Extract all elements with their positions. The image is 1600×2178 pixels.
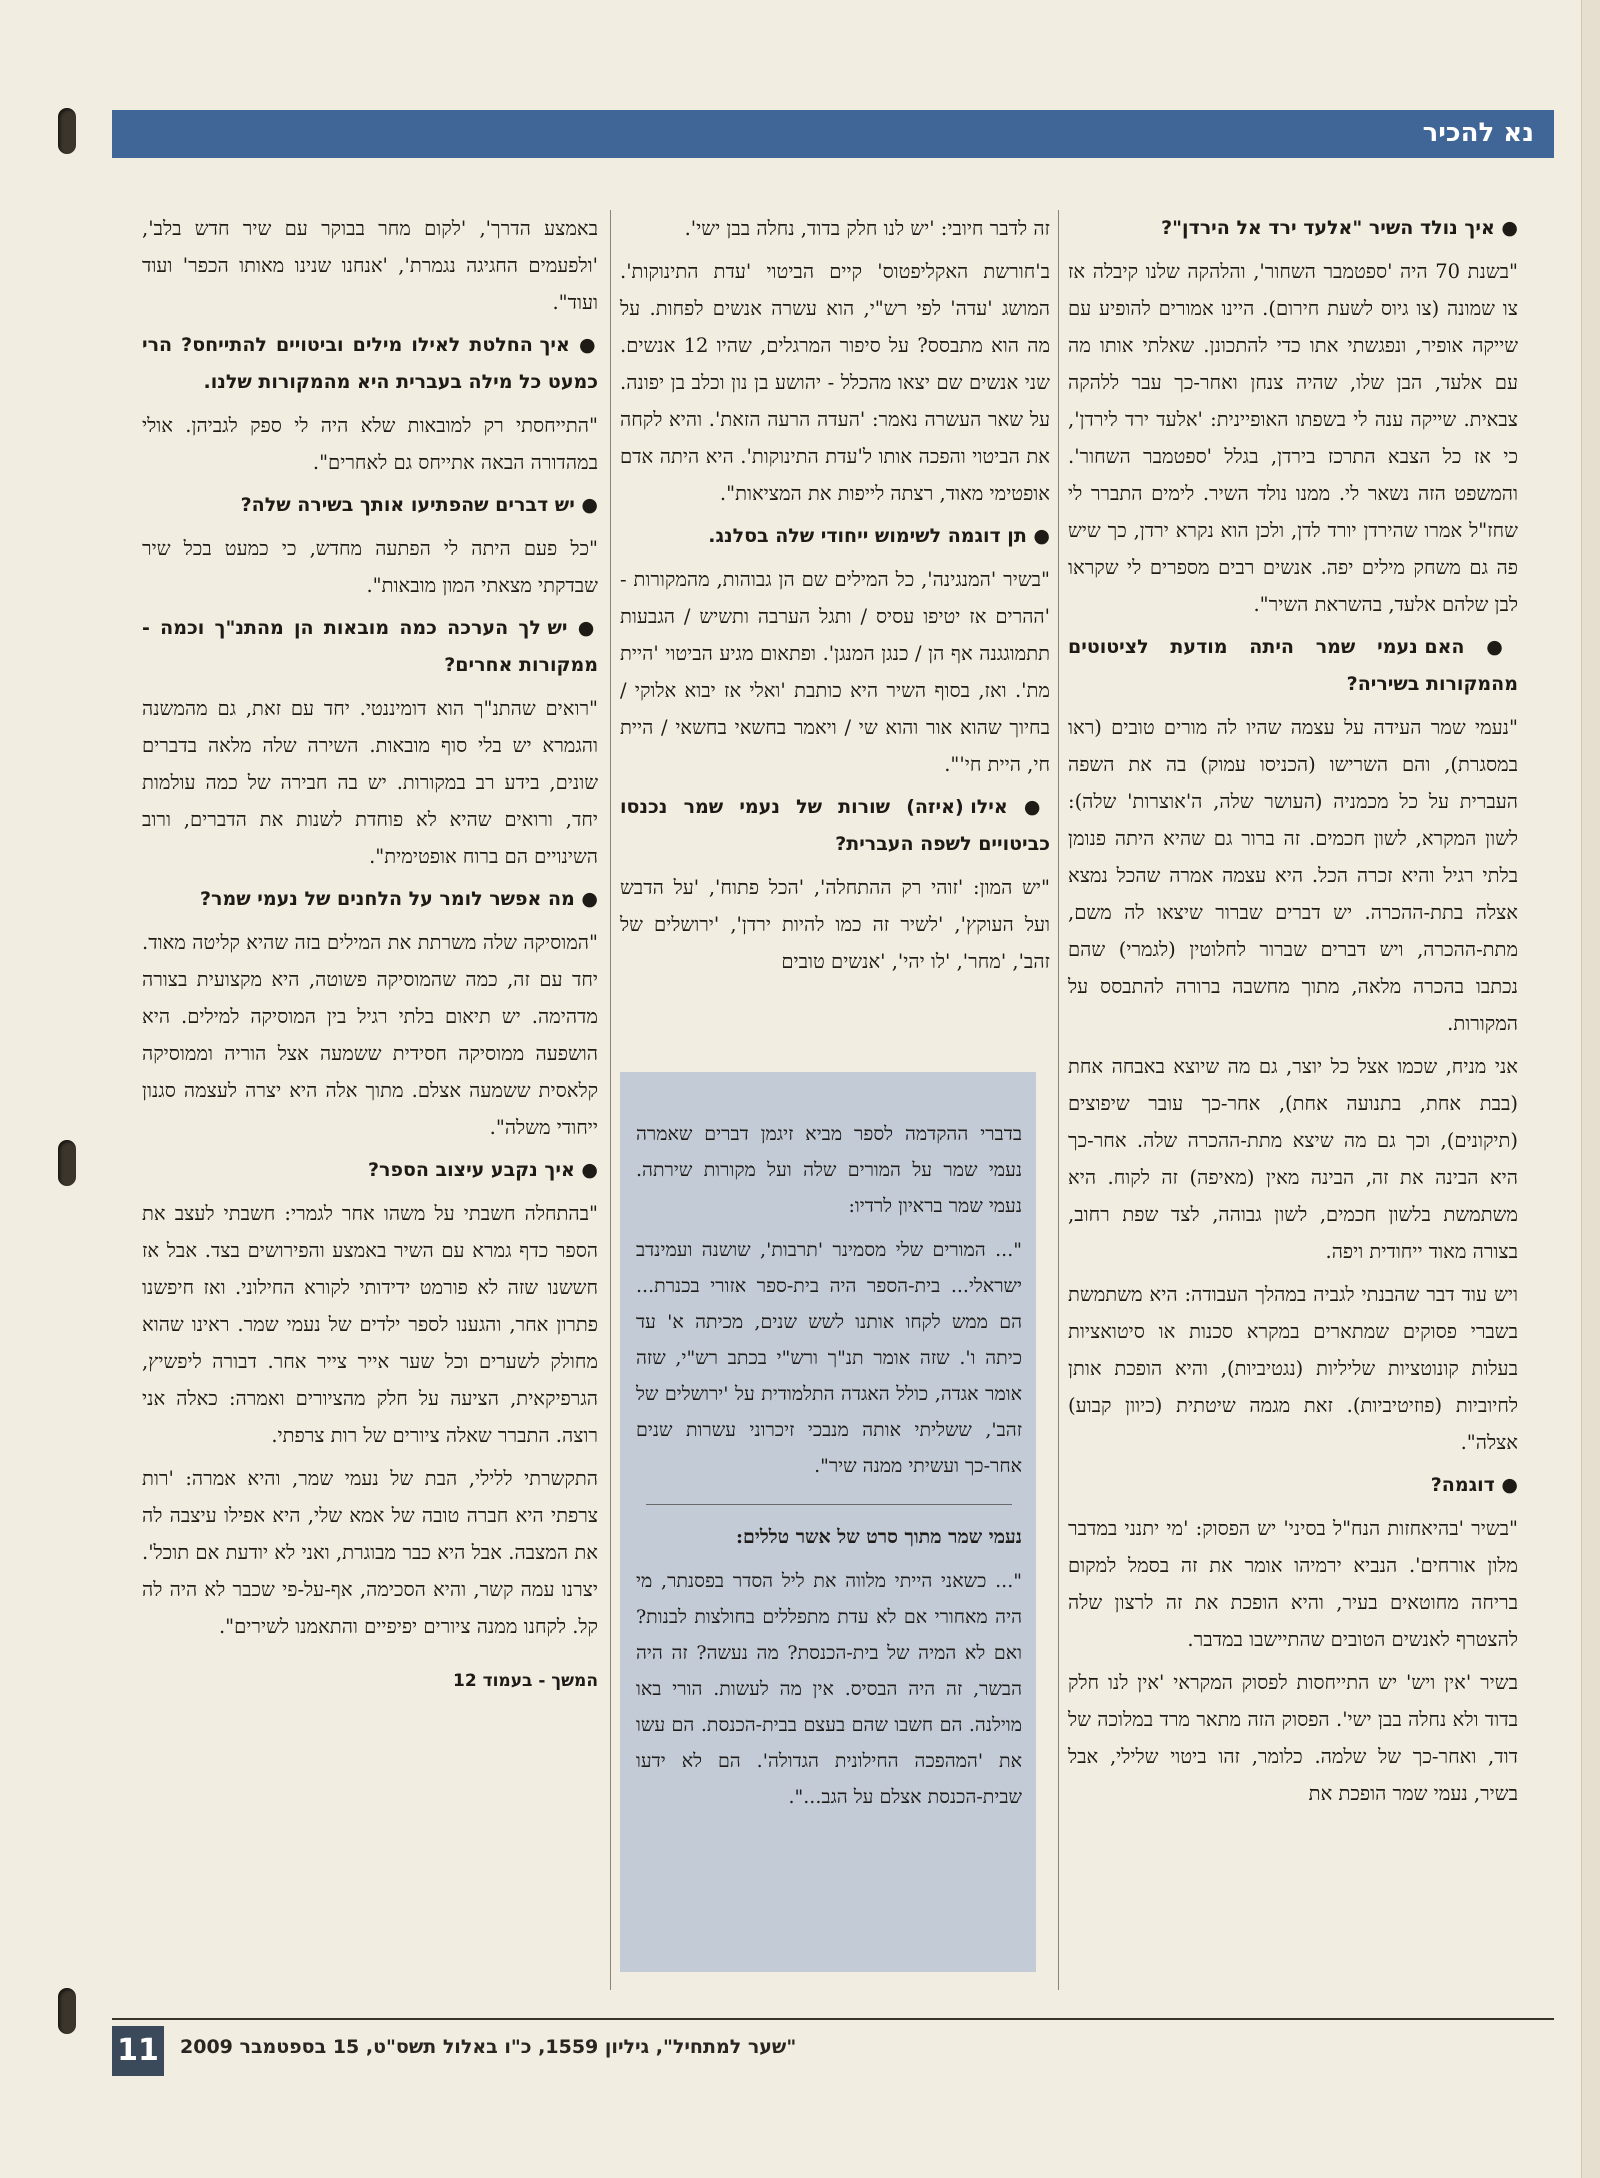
interview-paragraph: ויש עוד דבר שהבנתי לגביה במהלך העבודה: היא משתמשת בשברי פסוקים שמתארים במקרא סכנות או סיטואציות בעלות קונוטציות שליליות (נגטיביות), והיא הופכת אותן לחיוביות (פוזיטיביות). זאת מגמה שיטתית (כיוון קבוע) אצלה". bbox=[1068, 1283, 1518, 1454]
column-rule bbox=[1058, 210, 1059, 1990]
interview-paragraph: אני מניח, שכמו אצל כל יוצר, גם מה שיוצא באבחה אחת (בבת אחת, בתנועה אחת), אחר-כך עובר שיפוצים (תיקונים), וכך גם מה שיצא מתת-ההכרה שלה. אחר-כך היא הבינה את זה, הבינה מאין (מאיפה) זה לקוח. היא משתמשת בלשון חכמים, לשון גבוהה, לצד שפת רחוב, בצורה מאוד ייחודית ויפה. bbox=[1068, 1055, 1518, 1263]
interview-paragraph: באמצע הדרך', 'לקום מחר בבוקר עם שיר חדש בלב', 'ולפעמים החגיגה נגמרת', 'אנחנו שנינו מאותו הכפר' ועוד ועוד". bbox=[142, 217, 598, 314]
interview-paragraph: "המוסיקה שלה משרתת את המילים בזה שהיא קליטה מאוד. יחד עם זה, כמה שהמוסיקה פשוטה, היא מקצועית בצורה מדהימה. יש תיאום בלתי רגיל בין המוסיקה למילים. היא הושפעה ממוסיקה חסידית ששמעה אצל הוריה וממוסיקה קלאסית ששמעה אצלם. מתוך אלה היא יצרה לעצמה סגנון ייחודי משלה". bbox=[142, 931, 598, 1139]
column-rule bbox=[610, 210, 611, 1990]
page-number: 11 bbox=[112, 2026, 164, 2076]
sidebar-quote: "... המורים שלי מסמינר 'תרבות', שושנה ועמינדב ישראלי... בית-הספר היה בית-ספר אזורי בכנרת... הם ממש לקחו אותנו לשש שנים, מכיתה א' עד כיתה ו'. שזה אומר תנ"ך ורש"י בכתב רש"י, שזה אומר אגדה, כולל האגדה התלמודית על 'ירושלים של זהב', ששליתי אותה מנבכי זיכרוני עשרות שנים אחר-כך ועשיתי ממנה שיר". bbox=[636, 1239, 1022, 1477]
section-header-bar bbox=[112, 110, 1554, 158]
sidebar-intro: בדברי ההקדמה לספר מביא זיגמן דברים שאמרה נעמי שמר על המורים שלה ועל מקורות שירתה. נעמי שמר בראיון לרדיו: bbox=[636, 1123, 1022, 1217]
column-right bbox=[1068, 210, 1518, 1818]
section-title: נא להכיר bbox=[1422, 118, 1534, 148]
interview-paragraph: "רואים שהתנ"ך הוא דומיננטי. יחד עם זאת, גם מהמשנה והגמרא יש בלי סוף מובאות. השירה שלה מלאה בדברים שונים, בידע רב במקורות. יש בה חבירה של כמה עולמות יחד, ורואים שהיא לא פוחדת לשנות את הדברים, ורוב השינויים הם ברוח אופטימית". bbox=[142, 697, 598, 868]
interview-paragraph: "בשנת 70 היה 'ספטמבר השחור', והלהקה שלנו קיבלה אז צו שמונה (צו גיוס לשעת חירום). היינו אמורים להופיע עם שייקה אופיר, ונפגשתי אתו כדי להתכונן. שאלתי אותו מה עם אלעד, הבן שלו, שהיה צנחן ואחר-כך עבר ללהקה צבאית. שייקה ענה לי בשפתו האופיינית: 'אלעד ירד לירדן', כי אז כל הצבא התרכז בירדן, בגלל 'ספטמבר השחור'. והמשפט הזה נשאר לי. ממנו נולד השיר. לימים התברר לי שחז"ל אמרו שהירדן יורד לדן, ולכן הוא נקרא ירדן, כך שיש פה גם משחק מילים יפה. אנשים רבים מספרים לי שקראו לבן שלהם אלעד, בהשראת השיר". bbox=[1068, 260, 1519, 616]
interview-question: ● איך נולד השיר "אלעד ירד אל הירדן"? bbox=[1068, 210, 1518, 247]
interview-paragraph: "בשיר 'המנגינה', כל המילים שם הן גבוהות, מהמקורות - 'ההרים אז יטיפו עסיס / ותגל הערבה ותשיש / הגבעות תתמוגגנה אף הן / כנגן המנגן'. ופתאום מגיע הביטוי 'היית מת'. ואז, בסוף השיר היא כותבת 'ואלי אז יבוא אלוקי / בחיוך שהוא אור והוא שי / ויאמר בחשאי בחשאי / היית חי, היית חי'". bbox=[620, 568, 1050, 776]
scan-edge bbox=[1581, 0, 1600, 2178]
interview-paragraph: התקשרתי ללילי, הבת של נעמי שמר, והיא אמרה: 'רות צרפתי היא חברה טובה של אמא שלי, היא אפילו עיצבה לה את המצבה. אבל היא כבר מבוגרת, ואני לא יודעת אם תוכל'. יצרנו עמה קשר, והיא הסכימה, אף-על-פי שכבר לא היה לה קל. לקחנו ממנה ציורים יפיפיים והתאמנו לשירים". bbox=[142, 1467, 598, 1638]
interview-paragraph: "התייחסתי רק למובאות שלא היה לי ספק לגביהן. אולי במהדורה הבאה אתייחס גם לאחרים". bbox=[142, 414, 598, 474]
sidebar-heading: נעמי שמר מתוך סרט של אשר טללים: bbox=[735, 1526, 1022, 1548]
interview-question: ● האם נעמי שמר היתה מודעת לציטוטים מהמקורות בשיריה? bbox=[1068, 629, 1518, 703]
binder-hole bbox=[58, 108, 76, 154]
sidebar-quote: "... כשאני הייתי מלווה את ליל הסדר בפסנתר, מי היה מאחורי אם לא עדת מתפללים בחולצות לבנות? ואם לא המיה של בית-הכנסת? מה נעשה? זה היה הבשר, זה היה הבסיס. אין מה לעשות. הורי באו מוילנה. הם חשבו שהם בעצם בבית-הכנסת. הם עשו את 'המהפכה החילונית הגדולה'. הם לא ידעו שבית-הכנסת אצלם על הגב...". bbox=[636, 1570, 1022, 1808]
interview-paragraph: "בהתחלה חשבתי על משהו אחר לגמרי: חשבתי לעצב את הספר כדף גמרא עם השיר באמצע והפירושים בצד. אבל אז חששנו שזה לא פורמט ידידותי לקורא החילוני. ואז חיפשנו פתרון אחר, והגענו לספר ילדים של נעמי שמר. ראינו שהוא מחולק לשערים וכל שער אייר צייר אחר. דבורה ליפשיץ, הגרפיקאית, הציעה על חלק מהציורים ואמרה: כאלה אני רוצה. התברר שאלה ציורים של רות צרפתי. bbox=[142, 1202, 598, 1447]
sidebar-divider bbox=[646, 1504, 1012, 1505]
interview-question: ● יש לך הערכה כמה מובאות הן מהתנ"ך וכמה - ממקורות אחרים? bbox=[142, 610, 598, 684]
interview-paragraph: "כל פעם היתה לי הפתעה מחדש, כי כמעט בכל שיר שבדקתי מצאתי המון מובאות". bbox=[142, 537, 598, 597]
binder-hole bbox=[58, 1140, 76, 1186]
interview-paragraph: בשיר 'אין ויש' יש התייחסות לפסוק המקראי 'אין לנו חלק בדוד ולא נחלה בבן ישי'. הפסוק הזה מתאר מרד במלוכה של דוד, ואחר-כך של שלמה. כלומר, זהו ביטוי שלילי, אבל בשיר, נעמי שמר הופכת את bbox=[1068, 1671, 1518, 1805]
footer-rule bbox=[112, 2018, 1554, 2020]
interview-question: ● איך החלטת לאילו מילים וביטויים להתייחס? הרי כמעט כל מילה בעברית היא מהמקורות שלנו. bbox=[142, 327, 598, 401]
column-middle bbox=[620, 210, 1050, 986]
interview-question: ● איך נקבע עיצוב הספר? bbox=[142, 1152, 598, 1189]
column-left bbox=[142, 210, 598, 1706]
interview-question: ● תן דוגמה לשימוש ייחודי שלה בסלנג. bbox=[620, 518, 1050, 555]
interview-question: ● דוגמה? bbox=[1068, 1467, 1518, 1504]
interview-question: ● יש דברים שהפתיעו אותך בשירה שלה? bbox=[142, 487, 598, 524]
interview-paragraph: "בשיר 'בהיאחזות הנח"ל בסיני' יש הפסוק: 'מי יתנני במדבר מלון אורחים'. הנביא ירמיהו אומר את זה בסמל למקום בריחה מחוטאים בעיר, והיא הופכת את זה לרצון שלה להצטרף לאנשים הטובים שהתיישבו במדבר. bbox=[1068, 1517, 1518, 1651]
interview-paragraph: "יש המון: 'זוהי רק ההתחלה', 'הכל פתוח', 'על הדבש ועל העוקץ', 'לשיר זה כמו להיות ירדן', 'ירושלים של זהב', 'מחר', 'לו יהי', 'אנשים טובים bbox=[620, 876, 1050, 973]
interview-question: ● מה אפשר לומר על הלחנים של נעמי שמר? bbox=[142, 881, 598, 918]
sidebar-quote-box bbox=[620, 1072, 1036, 1972]
publication-info: "שער למתחיל", גיליון 1559, כ"ו באלול תשס"ט, 15 בספטמבר 2009 bbox=[180, 2036, 797, 2058]
interview-paragraph: זה לדבר חיובי: 'יש לנו חלק בדוד, נחלה בבן ישי'. bbox=[684, 217, 1050, 240]
continued-note: המשך - בעמוד 12 bbox=[453, 1671, 598, 1691]
interview-question: ● אילו (איזה) שורות של נעמי שמר נכנסו כביטויים לשפה העברית? bbox=[620, 789, 1050, 863]
interview-paragraph: ב'חורשת האקליפטוס' קיים הביטוי 'עדת התינוקות'. המושג 'עדה' לפי רש"י, הוא עשרה אנשים לפחות. על מה הוא מתבסס? על סיפור המרגלים, שהיו 12 אנשים. שני אנשים שם יצאו מהכלל - יהושע בן נון וכלב בן יפונה. על שאר העשרה נאמר: 'העדה הרעה הזאת'. והיא לקחה את הביטוי והפכה אותו ל'עדת התינוקות'. היא היתה אדם אופטימי מאוד, רצתה לייפות את המציאות". bbox=[620, 260, 1051, 505]
interview-paragraph: "נעמי שמר העידה על עצמה שהיו לה מורים טובים (ראו במסגרת), והם השרישו (הכניסו עמוק) בה את השפה העברית על כל מכמניה (העושר שלה, ה'אוצרות' שלה): לשון המקרא, לשון חכמים. זה ברור גם שהיא היתה פנומן בלתי רגיל והיא זכרה הכל. היא עצמה אמרה שהכל נמצא אצלה בתת-ההכרה. יש דברים שברור שיצאו לה משם, מתת-ההכרה, ויש דברים שברור לחלוטין (לגמרי) שהם נכתבו בהכרה מלאה, מתוך מחשבה ברורה להתבסס על המקורות. bbox=[1068, 716, 1518, 1035]
binder-hole bbox=[58, 1988, 76, 2034]
